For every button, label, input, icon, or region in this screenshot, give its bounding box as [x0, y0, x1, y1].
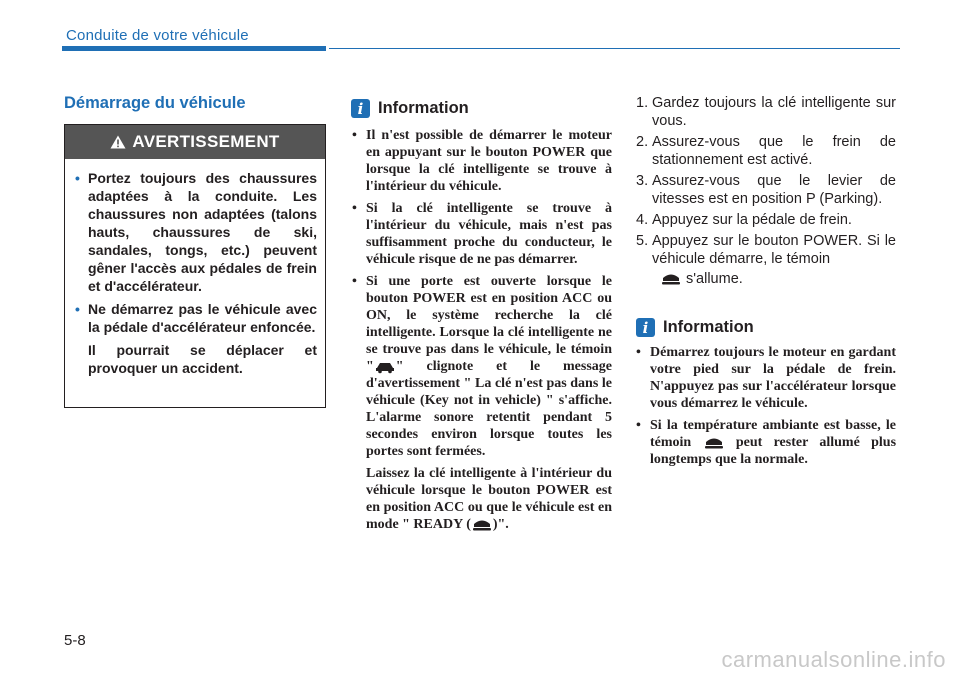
info-item-text: Si la température ambiante est basse, le témoin — [650, 418, 896, 450]
info-item-text: peut rester allumé plus longtemps que la normale. — [650, 435, 897, 467]
info-paragraph-text: )". — [492, 517, 509, 532]
header-rule-thick — [62, 46, 326, 51]
info-title: Information — [378, 99, 469, 117]
info-item-text: Démarrez toujours le moteur en gardant votre pied sur la pédale de frein. N'appuyez pas sur l'accélérateur lorsque vous démarrez le véhicule. — [650, 345, 896, 411]
step-text: Gardez toujours la clé intelligente sur vous. — [652, 95, 896, 129]
bullet-icon: • — [75, 170, 80, 186]
info-item-text: Si la clé intelligente se trouve à l'intérieur du véhicule, mais n'est pas suffisamment proche du conducteur, le véhicule risque de ne pas démarrer. — [366, 201, 612, 267]
step-continuation — [652, 270, 896, 288]
bullet-icon: • — [352, 201, 357, 216]
warning-triangle-icon — [110, 135, 126, 149]
step-number: 2. — [636, 134, 649, 150]
step-item — [636, 94, 896, 130]
info-item — [352, 273, 612, 460]
info-item — [352, 200, 612, 268]
step-item — [636, 133, 896, 169]
info-icon: i — [351, 99, 370, 118]
warning-sub-text: Il pourrait se déplacer et provoquer un accident. — [88, 342, 317, 376]
bullet-icon: • — [636, 418, 641, 433]
step-text: s'allume. — [686, 271, 743, 287]
info-content — [352, 127, 612, 533]
header-rule-thin — [329, 48, 900, 49]
step-text: Assurez-vous que le levier de vitesses est en position P (Parking). — [652, 173, 896, 207]
ready-indicator-icon — [471, 518, 493, 532]
info-item — [636, 344, 896, 412]
step-text: Assurez-vous que le frein de stationnement est activé. — [652, 134, 896, 168]
info-item-text: " clignote et le message d'avertissement " La clé n'est pas dans le véhicule (Key not in vehicle) " s'affiche. L'alarme sonore retentit pendant 5 secondes environ lorsque toutes les portes sont fermées. — [366, 359, 612, 459]
bullet-icon: • — [636, 345, 641, 360]
step-item — [636, 211, 896, 229]
step-item — [636, 172, 896, 208]
info-paragraph — [352, 465, 612, 533]
warning-body — [65, 159, 325, 377]
bullet-icon: • — [352, 128, 357, 143]
ready-indicator-icon — [703, 436, 725, 450]
page-number: 5-8 — [64, 632, 86, 649]
step-number: 4. — [636, 212, 649, 228]
info-item — [636, 417, 896, 468]
info-item-text: Il n'est possible de démarrer le moteur en appuyant sur le bouton POWER que lorsque la clé intelligente se trouve à l'intérieur du véhicule. — [366, 128, 612, 194]
start-steps-list — [636, 94, 896, 291]
info-header — [636, 318, 754, 337]
info-content — [636, 344, 896, 473]
info-paragraph-text: Laissez la clé intelligente à l'intérieur du véhicule lorsque le bouton POWER est en position ACC ou que le véhicule est en mode " READY ( — [366, 466, 612, 532]
step-number: 5. — [636, 233, 649, 249]
info-item — [352, 127, 612, 195]
warning-item — [75, 300, 317, 336]
ready-indicator-icon — [660, 272, 682, 286]
warning-item — [75, 169, 317, 295]
info-icon: i — [636, 318, 655, 337]
header-title: Conduite de votre véhicule — [66, 27, 249, 44]
step-text: Appuyez sur la pédale de frein. — [652, 212, 852, 228]
warning-item-text: Ne démarrez pas le véhicule avec la pédale d'accélérateur enfoncée. — [88, 301, 317, 335]
warning-header — [65, 125, 325, 159]
watermark: carmanualsonline.info — [721, 647, 946, 672]
step-item — [636, 232, 896, 288]
warning-label: AVERTISSEMENT — [132, 132, 280, 151]
step-text: Appuyez sur le bouton POWER. Si le véhicule démarre, le témoin — [652, 233, 896, 267]
info-header — [351, 99, 469, 118]
car-key-indicator-icon — [374, 360, 396, 374]
warning-box — [64, 124, 326, 408]
bullet-icon: • — [352, 274, 357, 289]
info-title: Information — [663, 318, 754, 336]
step-number: 3. — [636, 173, 649, 189]
bullet-icon: • — [75, 301, 80, 317]
warning-item-text: Portez toujours des chaussures adaptées à la conduite. Les chaussures non adaptées (talons hauts, chaussures de ski, sandales, tongs, etc.) peuvent gêner l'accès aux pédales de frein et d'accélérateur. — [88, 170, 317, 294]
step-number: 1. — [636, 95, 649, 111]
section-title: Démarrage du véhicule — [64, 94, 246, 112]
info-item-text: Si une porte est ouverte lorsque le bouton POWER est en position ACC ou ON, le système recherche la clé intelligente. Lorsque la clé intelligente ne se trouve pas dans le véhicule, le témoin " — [366, 274, 612, 374]
